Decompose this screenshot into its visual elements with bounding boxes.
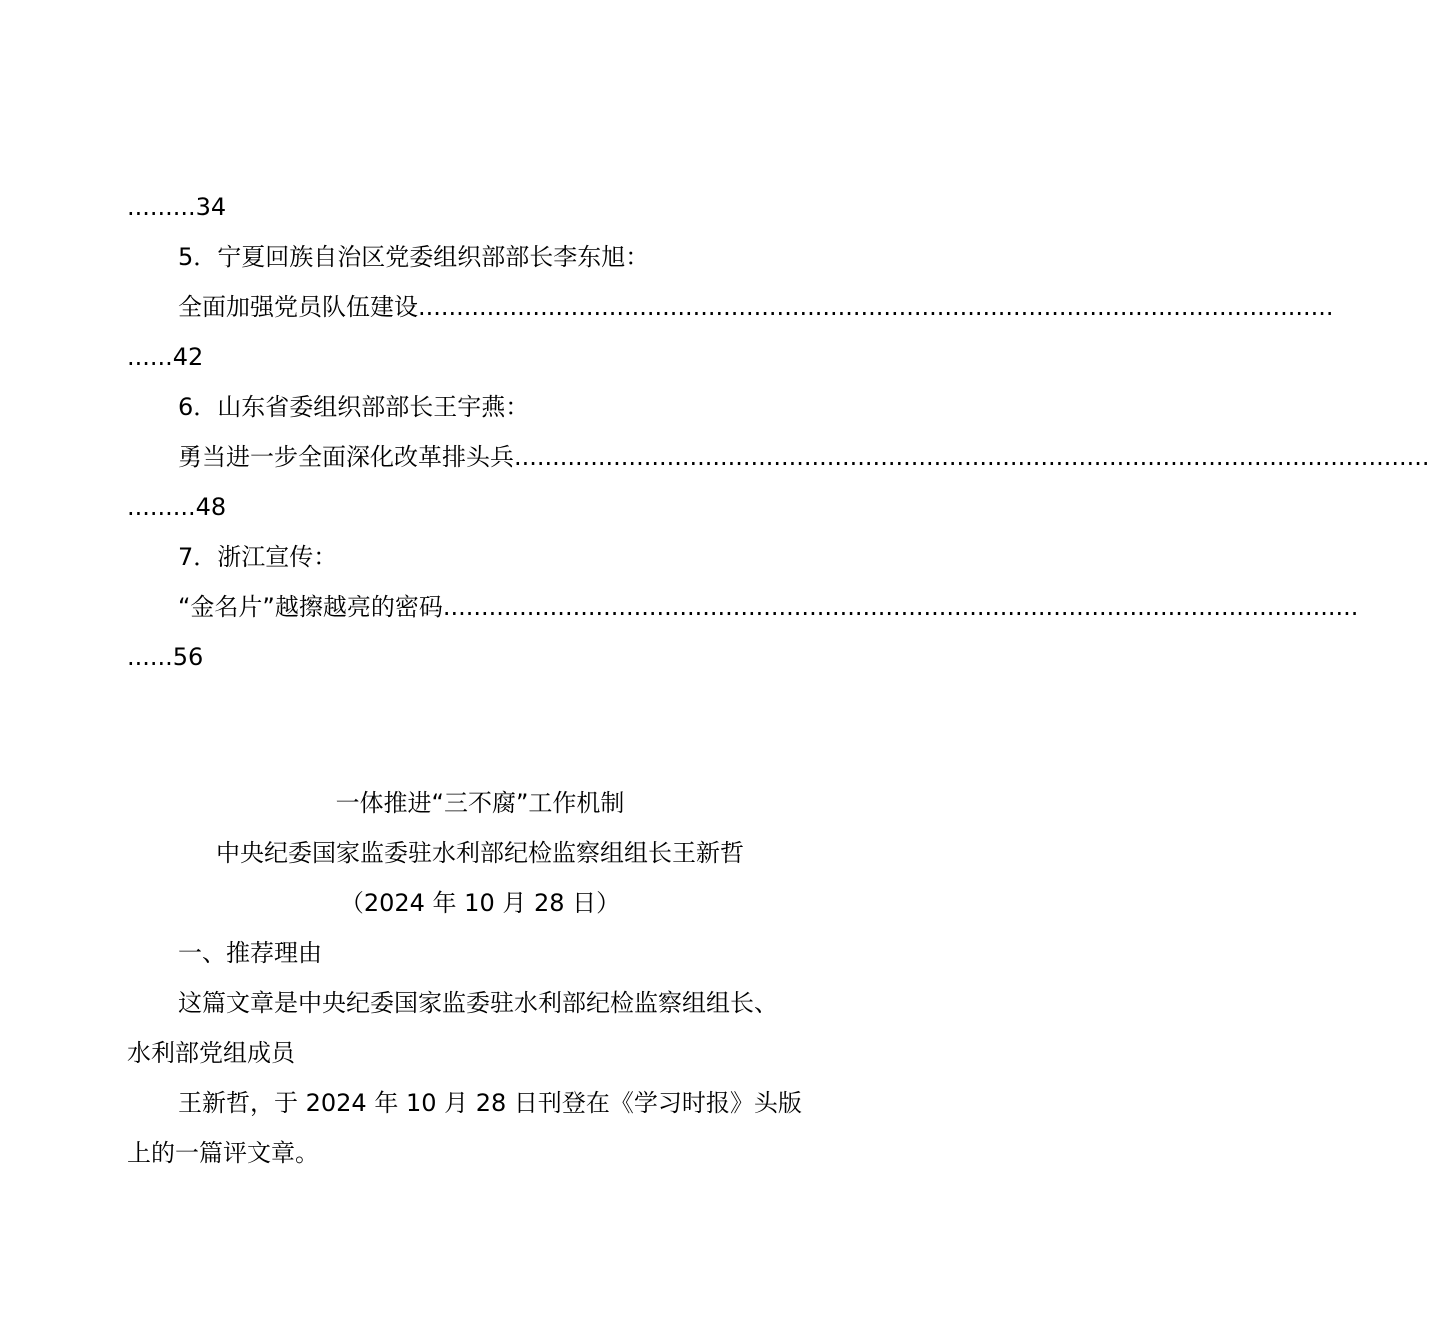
article-title: 一体推进“三不腐”工作机制 [335,789,625,817]
paragraph-line: 王新哲，于 2024 年 10 月 28 日刊登在《学习时报》头版 [178,1089,802,1117]
toc-page-ref: .........34 [127,193,227,221]
toc-item-label: 5．宁夏回族自治区党委组织部部长李东旭： [178,243,650,271]
toc-leader-dots: ........................................................................................................................ [442,593,1359,621]
toc-entry [127,282,1334,332]
article-author: 中央纪委国家监委驻水利部纪检监察组组长王新哲 [216,839,744,867]
table-of-contents [127,182,1429,682]
toc-item-label: 6．山东省委组织部部长王宇燕： [178,393,530,421]
toc-leader-dots: ........................................................................................................................ [418,293,1334,321]
toc-page-ref: .........48 [127,493,227,521]
paragraph-line: 上的一篇评文章。 [127,1139,319,1167]
toc-entry [127,582,1359,632]
toc-item-title: 勇当进一步全面深化改革排头兵 [178,443,514,471]
paragraph-line: 这篇文章是中央纪委国家监委驻水利部纪检监察组组长、 [178,989,778,1017]
toc-entry [127,432,1429,482]
toc-leader-dots: ........................................................................................................................ [514,443,1429,471]
article-date: （2024 年 10 月 28 日） [339,889,621,917]
article [127,778,833,1178]
section-heading: 一、推荐理由 [178,939,322,967]
toc-item-title: “金名片”越擦越亮的密码 [178,593,443,621]
toc-item-label: 7．浙江宣传： [178,543,338,571]
paragraph-line: 水利部党组成员 [127,1039,295,1067]
toc-page-ref: ......56 [127,643,204,671]
toc-page-ref: ......42 [127,343,204,371]
toc-item-title: 全面加强党员队伍建设 [178,293,418,321]
